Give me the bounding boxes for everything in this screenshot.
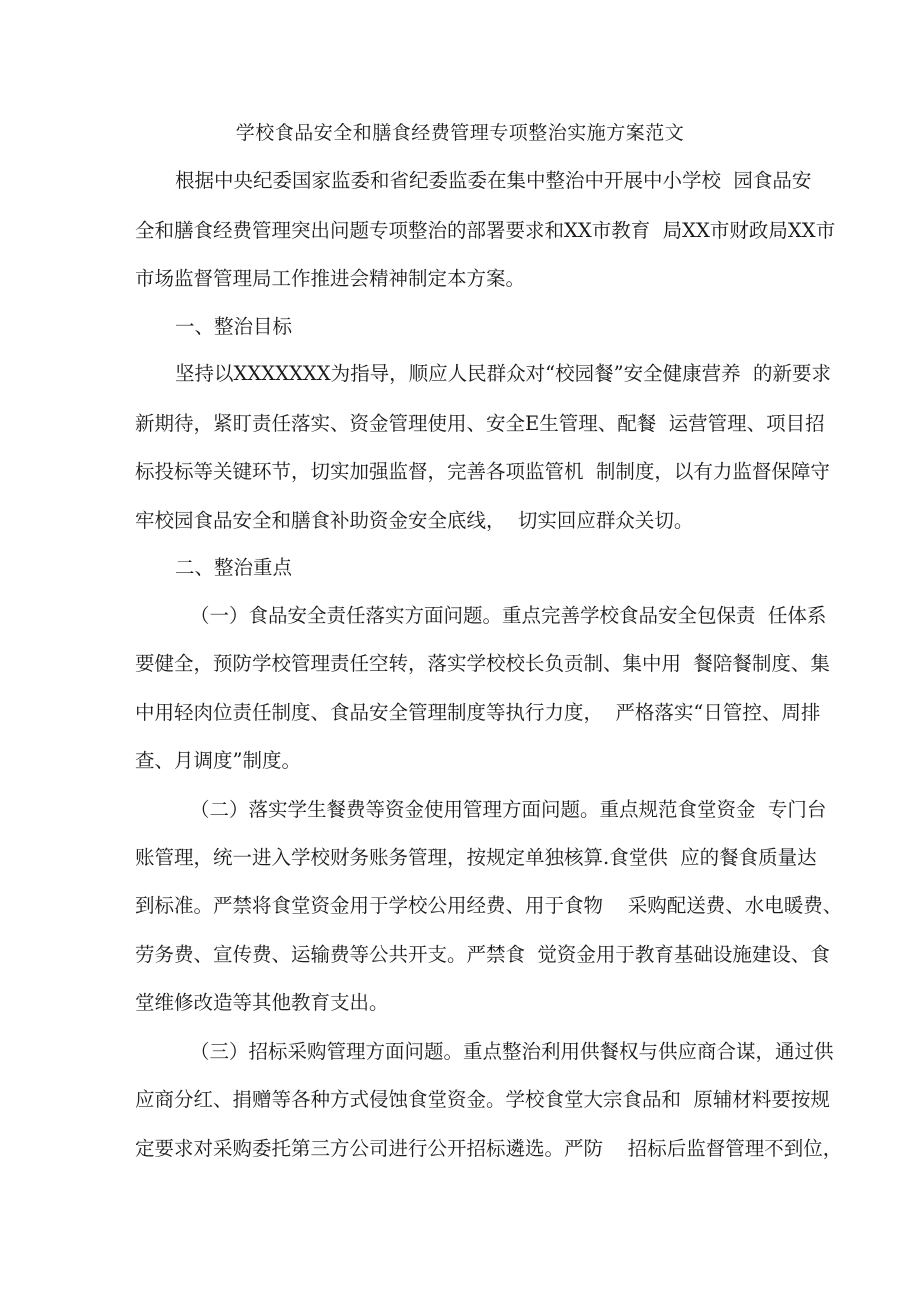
body-line: 定要求对采购委托第三方公司进行公开招标遴选。严防 招标后监督管理不到位， bbox=[135, 1137, 843, 1160]
intro-line: 全和膳食经费管理突出问题专项整治的部署要求和XX市教育 局XX市财政局XX市 bbox=[135, 219, 836, 242]
body-line: 要健全，预防学校管理责任空转，落实学校校长负贡制、集中用 餐陪餐制度、集 bbox=[135, 652, 830, 675]
body-line: 标投标等关键环节，切实加强监督，完善各项监管机 制制度，以有力监督保障守 bbox=[135, 460, 830, 483]
body-line: 账管理，统一进入学校财务账务管理，按规定单独核算.食堂供 应的餐食质量达 bbox=[135, 846, 817, 869]
body-line: 查、月调度”制度。 bbox=[135, 749, 301, 772]
body-line: 牢校园食品安全和膳食补助资金安全底线， 切实回应群众关切。 bbox=[135, 509, 694, 532]
body-line: 应商分红、捐赠等各种方式侵蚀食堂资金。学校食堂大宗食品和 原辅材料要按规 bbox=[135, 1088, 830, 1111]
body-line: 坚持以XXXXXXX为指导，顺应人民群众对“校园餐”安全健康营养 的新要求 bbox=[175, 362, 832, 385]
document-title: 学校食品安全和膳食经费管理专项整治实施方案范文 bbox=[235, 122, 685, 144]
body-line: 劳务费、宣传费、运输费等公共开支。严禁食 觉资金用于教育基础设施建设、食 bbox=[135, 943, 830, 966]
body-line: 中用轻肉位责任制度、食品安全管理制度等执行力度， 严格落实“日管控、周排 bbox=[135, 701, 821, 724]
body-line: （二）落实学生餐费等资金使用管理方面问题。重点规范食堂资金 专门台 bbox=[190, 798, 827, 821]
intro-line: 市场监督管理局工作推进会精神制定本方案。 bbox=[135, 267, 526, 290]
body-line: 新期待，紧盯责任落实、资金管理使用、安全E生管理、配餐 运营管理、项目招 bbox=[135, 412, 825, 435]
body-line: （一）食品安全责任落实方面问题。重点完善学校食品安全包保责 任体系 bbox=[190, 604, 827, 627]
body-line: （三）招标采购管理方面问题。重点整治利用供餐权与供应商合谋，通过供 bbox=[190, 1040, 834, 1063]
section-heading-focus: 二、整治重点 bbox=[175, 556, 293, 579]
body-line: 堂维修改造等其他教育支出。 bbox=[135, 991, 389, 1014]
intro-line: 根据中央纪委国家监委和省纪委监委在集中整治中开展中小学校 园食品安 bbox=[175, 169, 812, 192]
body-line: 到标准。严禁将食堂资金用于学校公用经费、用于食物 采购配送费、水电暖费、 bbox=[135, 894, 843, 917]
section-heading-goals: 一、整治目标 bbox=[175, 315, 293, 338]
